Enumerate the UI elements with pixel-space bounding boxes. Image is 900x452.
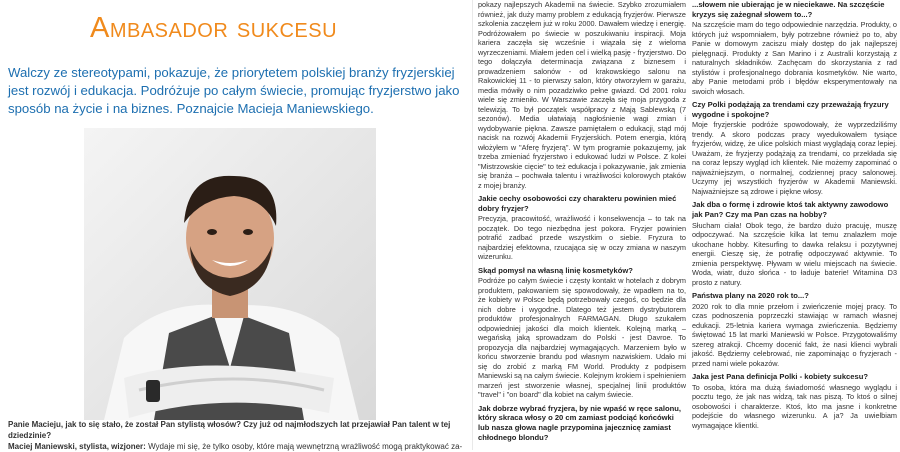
middle-column xyxy=(478,0,686,443)
question-health: Jak dba o formę i zdrowie ktoś tak aktywny zawodowo jak Pan? Czy ma Pan czas na hobby? xyxy=(692,200,889,219)
question-choose-hairdresser: Jak dobrze wybrać fryzjera, by nie wpaść w ręce salonu, który skraca włosy o 20 cm zamiast podciąć końcówki lub nasza głowa nagle przypomina jajecznicę zamiast chłodnego blondu? xyxy=(478,403,682,442)
interview-answer: Wydaje mi się, że tylko osoby, które mają wewnętrzną wrażliwość mogą praktykować za- xyxy=(148,442,463,451)
article-lead: Walczy ze stereotypami, pokazuje, że priorytetem polskiej branży fryzjerskiej jest rozwój i edukacja. Podróżuje po całym świecie, promując fryzjerstwo jako sposób na życie i na biznes. Poznajcie Macieja Maniewskiego. xyxy=(8,65,460,116)
portrait-photo xyxy=(84,128,376,420)
question-success: Jaka jest Pana definicja Polki - kobiety sukcesu? xyxy=(692,372,868,382)
answer-plans: 2020 rok to dla mnie przełom i zwieńczenie mojej pracy. To czas podnoszenia poprzeczki stawiając w ramach własnej edukacji. 25-letnia kariera wymaga zwieńczenia. Będziemy świętować 15 lat marki Maniewski w Polsce. Przygotowaliśmy szereg atrakcji. Chcemy docenić fakt, że nasi klienci wybrali jakość. Będziemy celebrować, nie zapominając o fryzjerach - przed nami wiele pokazów. xyxy=(692,301,897,368)
middle-intro-text: pokazy najlepszych Akademii na świecie. Szybko zrozumiałem również, jak duży mamy problem z edukacją fryzjerów. Pierwsze szkolenia zaczęłem już w roku 2000. Dawałem wiedzę i energię. Podróżowałem po świecie w poszukiwaniu inspiracji. Moja kariera zaczęła się wcześnie i wiązała się z wieloma wyrzeczeniami. Miałem jeden cel i wielką pasję - fryzjerstwo. Do tego dołączyła determinacja związana z biznesem i prowadzeniem salonów - od krakowskiego salonu na Rakowickiej 11 - to pierwszy salon, który otworzyłem w garażu, media mówiły o nim pozadziwko pełne gwiazd. Od 2001 roku wiele się zmieniło. W Warszawie zaczęła się moja przygoda z telewizją. To był początek współpracy z Mają Sablewską (7 sezonów). Media ułatwiają nagłośnienie wagi zmian i wydobywanie piękna. Zawsze pamiętałem o edukacji, stąd mój nacisk na rozwój Akademii Fryzjerskich. Potem energia, którą włożyłem w "Aferę fryzjerą". W tym programie pokazujemy, jak trzeba zmieniać fryzjerstwo i edukować ludzi w Polsce. Z kolei "Mistrzowskie cięcie" to też edukacja i pokazywanie, jak zmienia się branża – pochwała talentu i wrażliwości kolorowych ptaków z mojej branży. xyxy=(478,0,686,190)
right-column xyxy=(692,0,897,430)
answer-success: To osoba, która ma dużą świadomość własnego wyglądu i pocztu tego, że jak nas widzą, tak nas piszą. To ktoś o silnej osobowości i charakterze. Ktoś, kto ma jasne i konkretne podejście do własnego wizerunku. A ja? Ja uwielbiam wymagające klientki. xyxy=(692,382,897,430)
question-qualities: Jakie cechy osobowości czy charakteru powinien mieć dobry fryzjer? xyxy=(478,194,677,213)
interview-question: Panie Macieju, jak to się stało, że został Pan stylistą włosów? Czy już od najmłodszych lat przejawiał Pan talent w tej dziedzinie? xyxy=(8,420,451,440)
question-plans: Państwa plany na 2020 rok to...? xyxy=(692,291,809,301)
answer-qualities: Precyzja, pracowitość, wrażliwość i konsekwencja – to tak na początek. Do tego niezbędna jest pokora. Fryzjer powinien potrafić zadbać przede wszystkim o siebie. Fryzura to najbardziej efektowna, rzucająca się w oczy zmiana w naszym wizerunku. xyxy=(478,214,686,262)
interview-speaker: Maciej Maniewski, stylista, wizjoner: xyxy=(8,442,146,451)
answer-health: Słucham ciała! Obok tego, że bardzo dużo pracuję, muszę odpoczywać. Na szczęście kilka lat temu znalazłem moje ukochane hobby. Kitesurfing to dawka relaksu i pozytywnej energii. Cieszę się, że potrafię odpoczywać aktywnie. To zmienia perspektywę. Pływam w wielu miejscach na świecie. Woda, wiatr, dużo słońca - to ładuje baterie! Witamina D3 prosto z natury. xyxy=(692,220,897,287)
answer-trends: Moje fryzjerskie podróże spowodowały, że wyprzedziliśmy trendy. A skoro podczas pracy wyedukowałem tysiące fryzjerów, widzę, że ulice polskich miast wyglądają coraz lepiej. Uważam, że fryzjerzy podążają za trendami, co przekłada się na coraz lepszy wygląd ich klientek. Nie możemy zapominać o najważniejszym, o normalnej, codziennej pracy salonowej. Uczymy jej wszystkich fryzjerów w Akademii Maniewski. Najważniejsze są zdrowe i piękne włosy. xyxy=(692,120,897,196)
intro-interview xyxy=(8,419,468,452)
question-crisis: ...słowem nie ubierając je w nieciekawe. Na szczęście kryzys się zażegnał słowem to...? xyxy=(692,0,885,19)
question-trends: Czy Polki podążają za trendami czy przeważają fryzury wygodne i spokojne? xyxy=(692,100,889,119)
question-cosmetics: Skąd pomysł na własną linię kosmetyków? xyxy=(478,265,633,275)
article-title: Ambasador sukcesu xyxy=(90,12,338,44)
answer-crisis: Na szczęście mam do tego odpowiednie narzędzia. Produkty, o których już wspomniałem, były potrzebne również po to, aby Panie w domowym zaciszu miały dostęp do jak najlepszej pielęgnacji. Produkty z San Marino i z Australii korzystają z naturalnych składników. Zachęcam do skorzystania z rad stylistów i profesjonalnego dobrania kosmetyków. Nie warto, aby Panie metodami prób i błędów eksperymentowały na swoich włosach. xyxy=(692,20,897,96)
page-gutter xyxy=(472,0,473,450)
answer-cosmetics: Podróże po całym świecie i częsty kontakt w hotelach z dobrym produktem, pakowaniem się spowodowały, że wpadłem na to, że kobiety w Polsce będą potrzebowały czegoś, co będzie dla nich dobre i wygodne. Dlatego też jestem dystrybutorem produktów profesjonalnych FARMAGAN. Długo szukałem odpowiedniej jakości dla moich klientek. Kolejną marką – wegańską jaką sprowadzam do Polski - jest Davroe. To propozycja dla najbardziej wymagających. Marzeniem było w końcu stworzenie brandu pod własnym nazwiskiem. Udało mi się do zrobić z marką FM World. Produkty z podpisem Maniewski są na całym świecie. Kolejnym krokiem i spełnieniem marzeń jest stworzenie własnej, specjalnej linii produktów "travel" i "on board" dla kobiet na całym świecie. xyxy=(478,276,686,400)
